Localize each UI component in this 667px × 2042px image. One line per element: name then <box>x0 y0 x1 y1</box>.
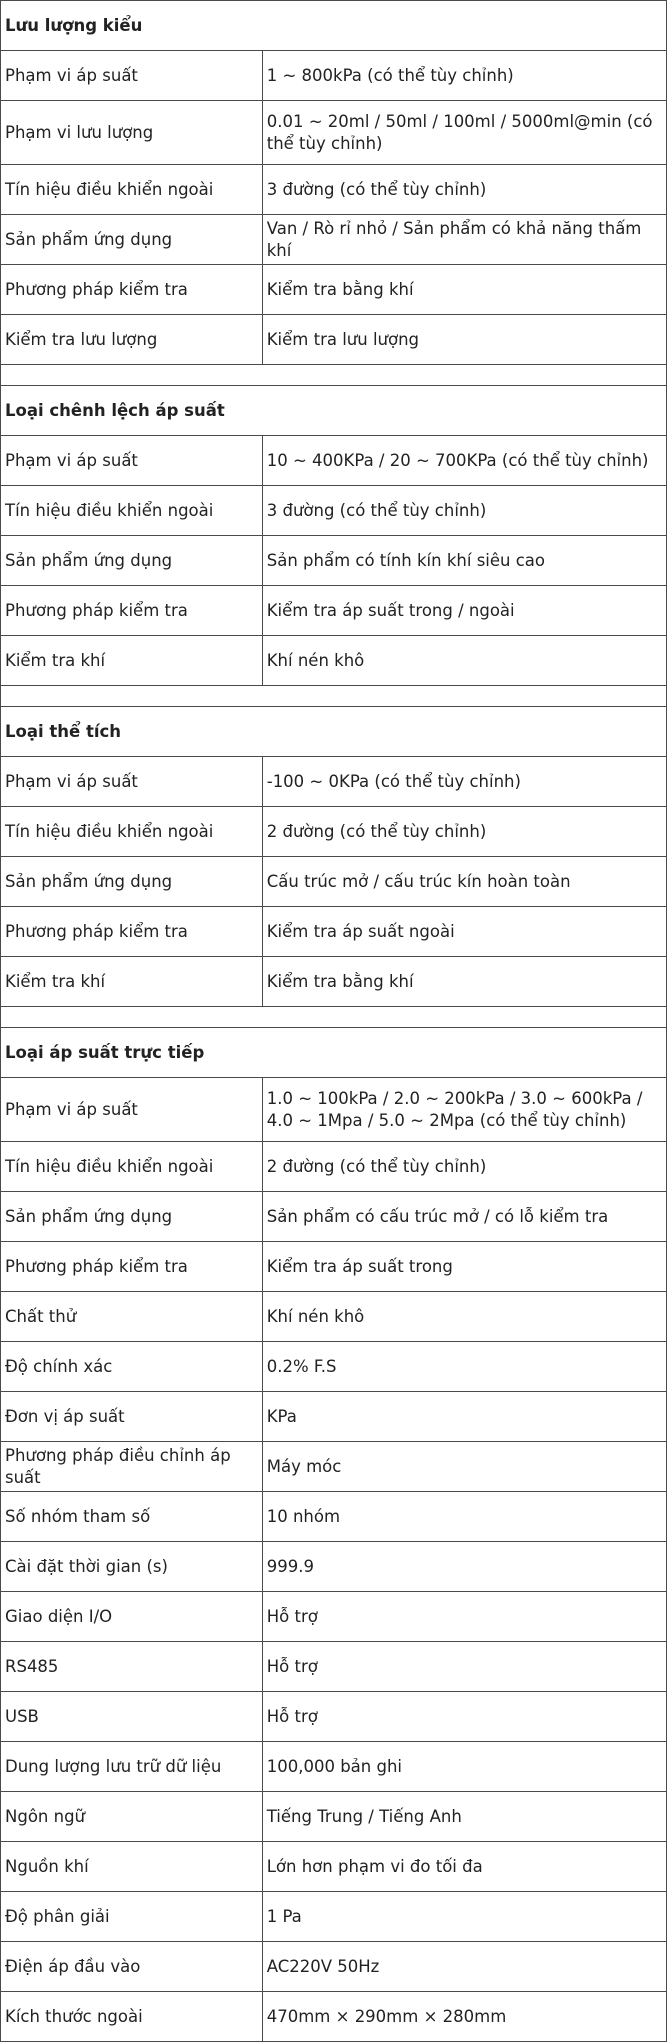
spec-value: Sản phẩm có tính kín khí siêu cao <box>262 536 666 586</box>
table-row <box>1 807 667 857</box>
table-row <box>1 51 667 101</box>
table-row <box>1 586 667 636</box>
table-row <box>1 1442 667 1492</box>
spec-label: Giao diện I/O <box>1 1592 263 1642</box>
spec-value: Hỗ trợ <box>262 1642 666 1692</box>
section-title: Loại áp suất trực tiếp <box>1 1028 667 1078</box>
spec-label: Tín hiệu điều khiển ngoài <box>1 1142 263 1192</box>
spec-value: Sản phẩm có cấu trúc mở / có lỗ kiểm tra <box>262 1192 666 1242</box>
spec-value: 2 đường (có thể tùy chỉnh) <box>262 1142 666 1192</box>
table-row <box>1 1192 667 1242</box>
table-row <box>1 636 667 686</box>
spec-value: Lớn hơn phạm vi đo tối đa <box>262 1842 666 1892</box>
table-row <box>1 857 667 907</box>
spec-label: Chất thử <box>1 1292 263 1342</box>
spec-label: Ngôn ngữ <box>1 1792 263 1842</box>
table-row <box>1 1542 667 1592</box>
spec-label: Sản phẩm ứng dụng <box>1 536 263 586</box>
table-row <box>1 165 667 215</box>
spec-label: Sản phẩm ứng dụng <box>1 215 263 265</box>
spec-value: Hỗ trợ <box>262 1592 666 1642</box>
table-row <box>1 957 667 1007</box>
spec-value: 3 đường (có thể tùy chỉnh) <box>262 486 666 536</box>
section-header-loai-the-tich <box>1 707 667 757</box>
spec-value: 3 đường (có thể tùy chỉnh) <box>262 165 666 215</box>
spec-label: Phương pháp kiểm tra <box>1 265 263 315</box>
spec-value: Tiếng Trung / Tiếng Anh <box>262 1792 666 1842</box>
section-header-luu-luong-kieu <box>1 1 667 51</box>
spacer-cell <box>1 365 667 386</box>
spec-value: 1 Pa <box>262 1892 666 1942</box>
spec-table-body <box>1 1 667 2042</box>
spec-value: Kiểm tra lưu lượng <box>262 315 666 365</box>
table-row <box>1 1592 667 1642</box>
table-row <box>1 1292 667 1342</box>
spec-label: Độ phân giải <box>1 1892 263 1942</box>
spec-value: KPa <box>262 1392 666 1442</box>
table-row <box>1 1142 667 1192</box>
table-row <box>1 1792 667 1842</box>
spec-value: AC220V 50Hz <box>262 1942 666 1992</box>
spec-label: Sản phẩm ứng dụng <box>1 857 263 907</box>
spec-label: Phương pháp kiểm tra <box>1 907 263 957</box>
table-row <box>1 265 667 315</box>
spec-label: RS485 <box>1 1642 263 1692</box>
section-header-loai-ap-suat-truc-tiep <box>1 1028 667 1078</box>
spec-label: Kích thước ngoài <box>1 1992 263 2042</box>
spec-value: 1 ~ 800kPa (có thể tùy chỉnh) <box>262 51 666 101</box>
spec-value: 470mm × 290mm × 280mm <box>262 1992 666 2042</box>
spec-label: Số nhóm tham số <box>1 1492 263 1542</box>
spec-value: Kiểm tra bằng khí <box>262 265 666 315</box>
table-row <box>1 436 667 486</box>
spec-value: Kiểm tra áp suất trong <box>262 1242 666 1292</box>
section-title: Loại chênh lệch áp suất <box>1 386 667 436</box>
spec-value: Kiểm tra áp suất ngoài <box>262 907 666 957</box>
spec-value: Kiểm tra áp suất trong / ngoài <box>262 586 666 636</box>
spec-label: Cài đặt thời gian (s) <box>1 1542 263 1592</box>
table-row <box>1 315 667 365</box>
spec-value: Khí nén khô <box>262 1292 666 1342</box>
section-spacer <box>1 365 667 386</box>
spec-label: Sản phẩm ứng dụng <box>1 1192 263 1242</box>
table-row <box>1 1642 667 1692</box>
spec-label: Tín hiệu điều khiển ngoài <box>1 165 263 215</box>
table-row <box>1 1892 667 1942</box>
table-row <box>1 1342 667 1392</box>
spec-label: Kiểm tra khí <box>1 957 263 1007</box>
spec-label: Tín hiệu điều khiển ngoài <box>1 486 263 536</box>
spec-value: 999.9 <box>262 1542 666 1592</box>
spec-label: USB <box>1 1692 263 1742</box>
spec-label: Phạm vi áp suất <box>1 757 263 807</box>
spec-label: Điện áp đầu vào <box>1 1942 263 1992</box>
spec-label: Kiểm tra khí <box>1 636 263 686</box>
table-row <box>1 1942 667 1992</box>
section-spacer <box>1 686 667 707</box>
spec-value: Van / Rò rỉ nhỏ / Sản phẩm có khả năng thấm khí <box>262 215 666 265</box>
section-header-loai-chenh-lech-ap-suat <box>1 386 667 436</box>
spacer-cell <box>1 1007 667 1028</box>
table-row <box>1 1492 667 1542</box>
spec-label: Phương pháp kiểm tra <box>1 586 263 636</box>
section-spacer <box>1 1007 667 1028</box>
table-row <box>1 1078 667 1142</box>
table-row <box>1 757 667 807</box>
spacer-cell <box>1 686 667 707</box>
spec-value: Khí nén khô <box>262 636 666 686</box>
spec-value: 0.2% F.S <box>262 1342 666 1392</box>
table-row <box>1 101 667 165</box>
table-row <box>1 536 667 586</box>
spec-value: 10 nhóm <box>262 1492 666 1542</box>
spec-label: Phương pháp kiểm tra <box>1 1242 263 1292</box>
spec-value: Cấu trúc mở / cấu trúc kín hoàn toàn <box>262 857 666 907</box>
spec-value: -100 ~ 0KPa (có thể tùy chỉnh) <box>262 757 666 807</box>
table-row <box>1 1842 667 1892</box>
spec-label: Phạm vi áp suất <box>1 436 263 486</box>
table-row <box>1 486 667 536</box>
table-row <box>1 1742 667 1792</box>
table-row <box>1 1392 667 1442</box>
table-row <box>1 1242 667 1292</box>
spec-value: Kiểm tra bằng khí <box>262 957 666 1007</box>
spec-label: Dung lượng lưu trữ dữ liệu <box>1 1742 263 1792</box>
section-title: Lưu lượng kiểu <box>1 1 667 51</box>
spec-label: Đơn vị áp suất <box>1 1392 263 1442</box>
section-title: Loại thể tích <box>1 707 667 757</box>
spec-label: Tín hiệu điều khiển ngoài <box>1 807 263 857</box>
table-row <box>1 215 667 265</box>
table-row <box>1 907 667 957</box>
spec-label: Phạm vi áp suất <box>1 1078 263 1142</box>
table-row <box>1 1692 667 1742</box>
spec-value: 100,000 bản ghi <box>262 1742 666 1792</box>
spec-value: 1.0 ~ 100kPa / 2.0 ~ 200kPa / 3.0 ~ 600kPa / 4.0 ~ 1Mpa / 5.0 ~ 2Mpa (có thể tùy chỉnh) <box>262 1078 666 1142</box>
spec-label: Nguồn khí <box>1 1842 263 1892</box>
spec-value: 10 ~ 400KPa / 20 ~ 700KPa (có thể tùy chỉnh) <box>262 436 666 486</box>
spec-value: Máy móc <box>262 1442 666 1492</box>
spec-label: Phương pháp điều chỉnh áp suất <box>1 1442 263 1492</box>
spec-label: Phạm vi áp suất <box>1 51 263 101</box>
spec-label: Phạm vi lưu lượng <box>1 101 263 165</box>
spec-value: 0.01 ~ 20ml / 50ml / 100ml / 5000ml@min (có thể tùy chỉnh) <box>262 101 666 165</box>
table-row <box>1 1992 667 2042</box>
spec-value: Hỗ trợ <box>262 1692 666 1742</box>
spec-label: Độ chính xác <box>1 1342 263 1392</box>
spec-value: 2 đường (có thể tùy chỉnh) <box>262 807 666 857</box>
spec-label: Kiểm tra lưu lượng <box>1 315 263 365</box>
